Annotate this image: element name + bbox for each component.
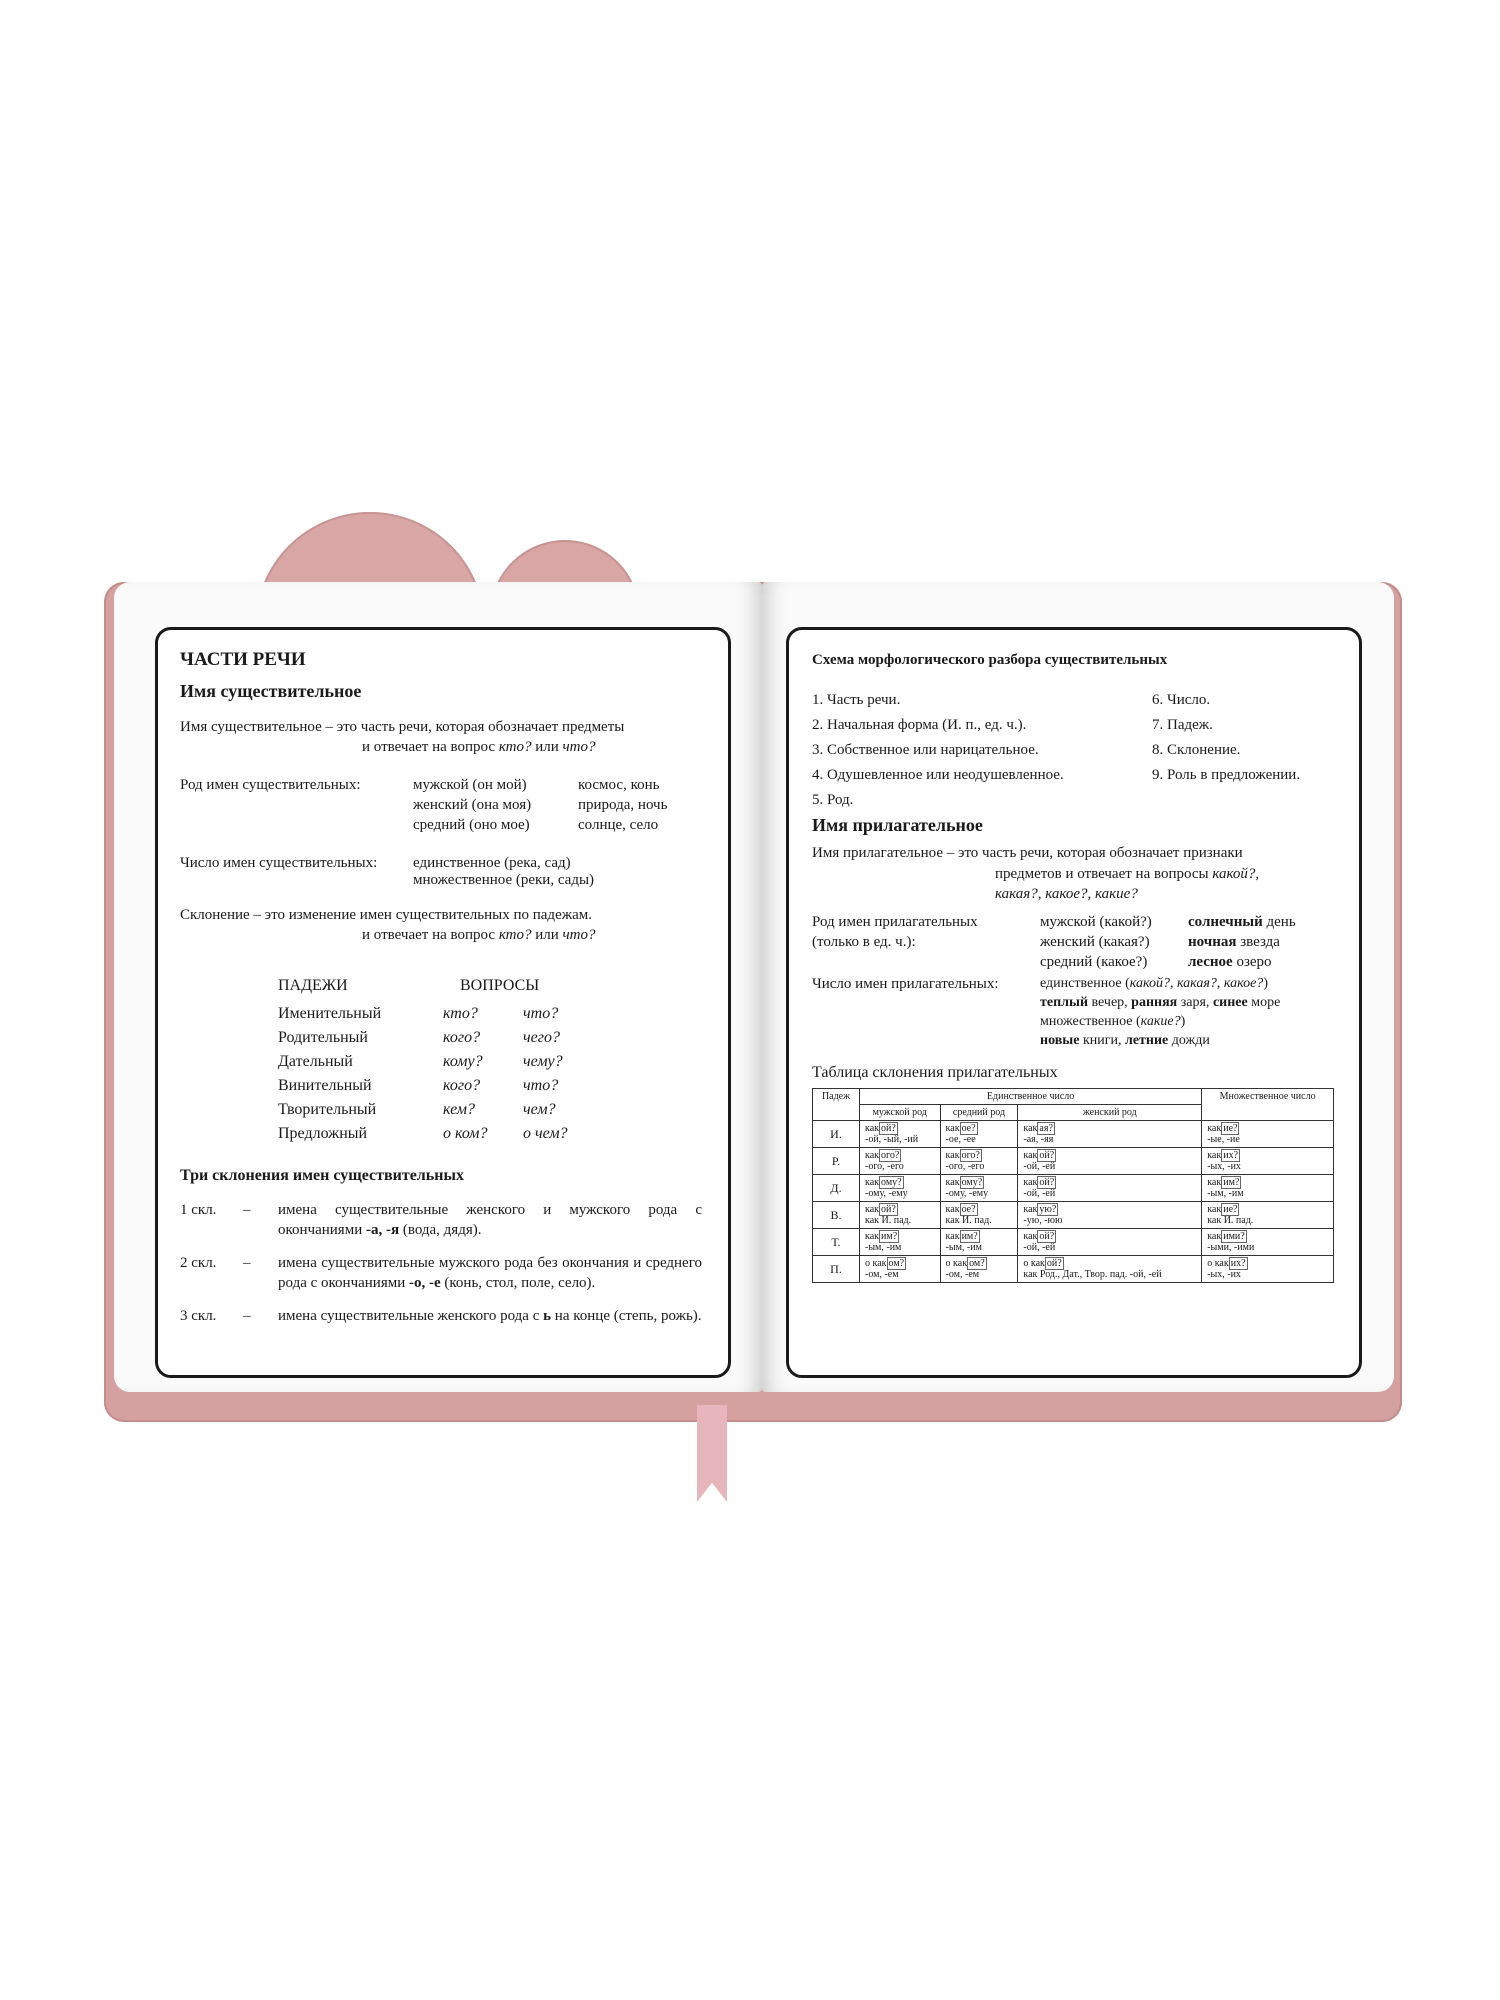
table-cell-form: как ие? как И. пад. — [1202, 1202, 1334, 1229]
questions-header: ВОПРОСЫ — [460, 977, 540, 994]
gender-item: женский (она моя) — [413, 797, 532, 813]
gender-item: средний (оно мое) — [413, 817, 530, 833]
gender-label: Род имен существительных: — [180, 777, 361, 793]
scheme-item: 1. Часть речи. — [812, 692, 901, 708]
case-questions-2 — [523, 1002, 568, 1146]
scheme-item: 6. Число. — [1152, 692, 1211, 708]
table-header-feminine: женский род — [1018, 1105, 1202, 1121]
table-cell-form: как ому? -ому, -ему — [860, 1175, 941, 1202]
scheme-list-right — [1152, 690, 1300, 790]
declension-text: имена существительные женского рода с ь на конце (степь, рожь). — [278, 1308, 702, 1324]
case-question: кого? — [443, 1029, 481, 1046]
adjective-example: ночная звезда — [1188, 934, 1280, 950]
ending-box: ого? — [881, 1150, 900, 1161]
case-name: Именительный — [278, 1005, 382, 1022]
declension-text: имена существительные женского и мужского рода с окончаниями -а, -я (вода, дядя). — [278, 1202, 702, 1238]
table-cell-form: как ое? -ое, -ее — [940, 1121, 1018, 1148]
table-header-plural: Множественное число — [1202, 1089, 1334, 1121]
scheme-item: 8. Склонение. — [1152, 742, 1241, 758]
table-cell-case: И. — [813, 1121, 860, 1148]
bookmark-ribbon — [697, 1405, 727, 1502]
cases-header: ПАДЕЖИ — [278, 977, 348, 994]
gender-item: мужской (он мой) — [413, 777, 527, 793]
case-name: Творительный — [278, 1101, 377, 1118]
scheme-item: 7. Падеж. — [1152, 717, 1213, 733]
table-cell-form: о как ой? как Род., Дат., Твор. пад. -ой, -ей — [1018, 1256, 1202, 1283]
gender-list — [413, 775, 531, 835]
case-name: Дательный — [278, 1053, 353, 1070]
case-question: что? — [523, 1005, 559, 1022]
ending-box: ому? — [961, 1177, 983, 1188]
case-name: Родительный — [278, 1029, 368, 1046]
table-cell-form: как ой? -ой, -ый, -ий — [860, 1121, 941, 1148]
adjective-number-plural-examples: новые книги, летние дожди — [1040, 1033, 1210, 1048]
ending-box: ие? — [1223, 1204, 1238, 1215]
adjective-number-plural: множественное (какие?) — [1040, 1014, 1186, 1029]
ending-box: ое? — [961, 1123, 976, 1134]
ending-box: их? — [1230, 1258, 1246, 1269]
declension-label: 3 скл. — [180, 1308, 217, 1324]
ending-box: им? — [961, 1231, 978, 1242]
case-name: Предложный — [278, 1125, 368, 1142]
declension-label: 2 скл. — [180, 1255, 217, 1271]
ending-box: им? — [1223, 1177, 1240, 1188]
ending-box: ой? — [1039, 1231, 1055, 1242]
scheme-item: 3. Собственное или нарицательное. — [812, 742, 1039, 758]
case-question: кому? — [443, 1053, 483, 1070]
ending-box: ой? — [1039, 1177, 1055, 1188]
adjective-number-label: Число имен прилагательных: — [812, 976, 999, 992]
table-cell-case: П. — [813, 1256, 860, 1283]
ending-box: ого? — [961, 1150, 980, 1161]
adjective-heading: Имя прилагательное — [812, 815, 983, 835]
scheme-list-left — [812, 690, 1064, 815]
ending-box: ими? — [1223, 1231, 1245, 1242]
gender-example: природа, ночь — [578, 797, 668, 813]
table-header-singular: Единственное число — [860, 1089, 1202, 1105]
gender-example: космос, конь — [578, 777, 660, 793]
noun-definition-line2: и отвечает на вопрос кто? или что? — [362, 739, 596, 755]
number-item: единственное (река, сад) — [413, 855, 571, 871]
table-cell-case: Д. — [813, 1175, 860, 1202]
page-title: ЧАСТИ РЕЧИ — [180, 649, 306, 670]
adjective-gender-label: Род имен прилагательных (только в ед. ч.): — [812, 914, 978, 950]
table-cell-form: как их? -ых, -их — [1202, 1148, 1334, 1175]
table-row — [813, 1121, 1334, 1148]
ending-box: ие? — [1223, 1123, 1238, 1134]
adjective-definition-line2: предметов и отвечает на вопросы какой?, — [995, 866, 1260, 882]
adjective-number-singular-examples: теплый вечер, ранняя заря, синее море — [1040, 995, 1281, 1010]
three-declensions-heading: Три склонения имен существительных — [180, 1167, 464, 1184]
ending-box: ой? — [1039, 1150, 1055, 1161]
ending-box: ой? — [1046, 1258, 1062, 1269]
ending-box: ом? — [969, 1258, 985, 1269]
table-cell-case: Т. — [813, 1229, 860, 1256]
number-item: множественное (реки, сады) — [413, 872, 595, 888]
ending-box: ую? — [1039, 1204, 1057, 1215]
case-questions-1 — [443, 1002, 487, 1146]
table-cell-form: как ому? -ому, -ему — [940, 1175, 1018, 1202]
table-row — [813, 1175, 1334, 1202]
ending-box: ом? — [888, 1258, 905, 1269]
declension-dash: – — [243, 1202, 251, 1218]
case-question: о ком? — [443, 1125, 488, 1142]
adjective-declension-table — [812, 1088, 1334, 1283]
table-cell-form: как им? -ым, -им — [1202, 1175, 1334, 1202]
declension-label: 1 скл. — [180, 1202, 217, 1218]
adjective-number-list — [1040, 974, 1280, 1050]
table-cell-form: о как их? -ых, -их — [1202, 1256, 1334, 1283]
table-cell-form: как ой? -ой, -ей — [1018, 1175, 1202, 1202]
number-label: Число имен существительных: — [180, 855, 378, 871]
scheme-item: 4. Одушевленное или неодушевленное. — [812, 767, 1064, 783]
case-question: кем? — [443, 1101, 475, 1118]
table-cell-form: как ая? -ая, -яя — [1018, 1121, 1202, 1148]
table-row — [813, 1256, 1334, 1283]
scheme-item: 5. Род. — [812, 792, 854, 808]
adjective-gender-item: женский (какая?) — [1040, 934, 1150, 950]
case-question: о чем? — [523, 1125, 568, 1142]
ending-box: ой? — [881, 1123, 896, 1134]
declension-table-title: Таблица склонения прилагательных — [812, 1064, 1058, 1081]
case-question: кто? — [443, 1005, 478, 1022]
adjective-gender-item: средний (какое?) — [1040, 954, 1148, 970]
table-cell-form: как ой? -ой, -ей — [1018, 1229, 1202, 1256]
gender-example: солнце, село — [578, 817, 659, 833]
ending-box: их? — [1223, 1150, 1239, 1161]
gender-examples — [578, 775, 667, 835]
table-cell-form: как ие? -ые, -ие — [1202, 1121, 1334, 1148]
table-cell-form: как ую? -ую, -юю — [1018, 1202, 1202, 1229]
adjective-example: солнечный день — [1188, 914, 1296, 930]
table-header-case: Падеж — [813, 1089, 860, 1121]
scheme-item: 9. Роль в предложении. — [1152, 767, 1301, 783]
adjective-example: лесное озеро — [1188, 954, 1272, 970]
case-question: что? — [523, 1077, 559, 1094]
ending-box: ое? — [961, 1204, 976, 1215]
table-cell-form: как ой? как И. пад. — [860, 1202, 941, 1229]
table-cell-form: как ого? -ого, -его — [940, 1148, 1018, 1175]
table-header-neuter: средний род — [940, 1105, 1018, 1121]
scheme-item: 2. Начальная форма (И. п., ед. ч.). — [812, 717, 1027, 733]
case-name: Винительный — [278, 1077, 372, 1094]
declension-text: имена существительные мужского рода без окончания и среднего рода с окончаниями -о, -е (конь, стол, поле, село). — [278, 1255, 702, 1291]
table-row — [813, 1148, 1334, 1175]
table-cell-form: о как ом? -ом, -ем — [940, 1256, 1018, 1283]
table-cell-form: как ими? -ыми, -ими — [1202, 1229, 1334, 1256]
adjective-gender-item: мужской (какой?) — [1040, 914, 1152, 930]
adjective-definition-line3: какая?, какое?, какие? — [995, 886, 1138, 902]
adjective-number-singular: единственное (какой?, какая?, какое?) — [1040, 976, 1268, 991]
ending-box: им? — [881, 1231, 898, 1242]
adjective-gender-list — [1040, 912, 1152, 972]
table-cell-form: как им? -ым, -им — [940, 1229, 1018, 1256]
table-row — [813, 1202, 1334, 1229]
declension-dash: – — [243, 1308, 251, 1324]
cases-list — [278, 1002, 381, 1146]
declension-definition-line2: и отвечает на вопрос кто? или что? — [362, 927, 596, 943]
table-cell-form: о как ом? -ом, -ем — [860, 1256, 941, 1283]
table-row — [813, 1229, 1334, 1256]
case-question: чему? — [523, 1053, 563, 1070]
ending-box: ая? — [1039, 1123, 1053, 1134]
adjective-definition-line1: Имя прилагательное – это часть речи, которая обозначает признаки — [812, 845, 1243, 861]
table-cell-case: В. — [813, 1202, 860, 1229]
declension-definition-line1: Склонение – это изменение имен существительных по падежам. — [180, 907, 592, 923]
table-cell-form: как ого? -ого, -его — [860, 1148, 941, 1175]
ending-box: ому? — [881, 1177, 902, 1188]
case-question: кого? — [443, 1077, 481, 1094]
table-cell-form: как им? -ым, -им — [860, 1229, 941, 1256]
adjective-gender-examples — [1188, 912, 1296, 972]
case-question: чего? — [523, 1029, 560, 1046]
noun-heading: Имя существительное — [180, 681, 362, 701]
ending-box: ой? — [881, 1204, 896, 1215]
number-list — [413, 853, 594, 890]
scheme-heading: Схема морфологического разбора существительных — [812, 652, 1168, 668]
table-header-masculine: мужской род — [860, 1105, 941, 1121]
declension-dash: – — [243, 1255, 251, 1271]
table-cell-form: как ое? как И. пад. — [940, 1202, 1018, 1229]
case-question: чем? — [523, 1101, 556, 1118]
table-cell-case: Р. — [813, 1148, 860, 1175]
noun-definition-line1: Имя существительное – это часть речи, которая обозначает предметы — [180, 719, 625, 735]
table-cell-form: как ой? -ой, -ей — [1018, 1148, 1202, 1175]
